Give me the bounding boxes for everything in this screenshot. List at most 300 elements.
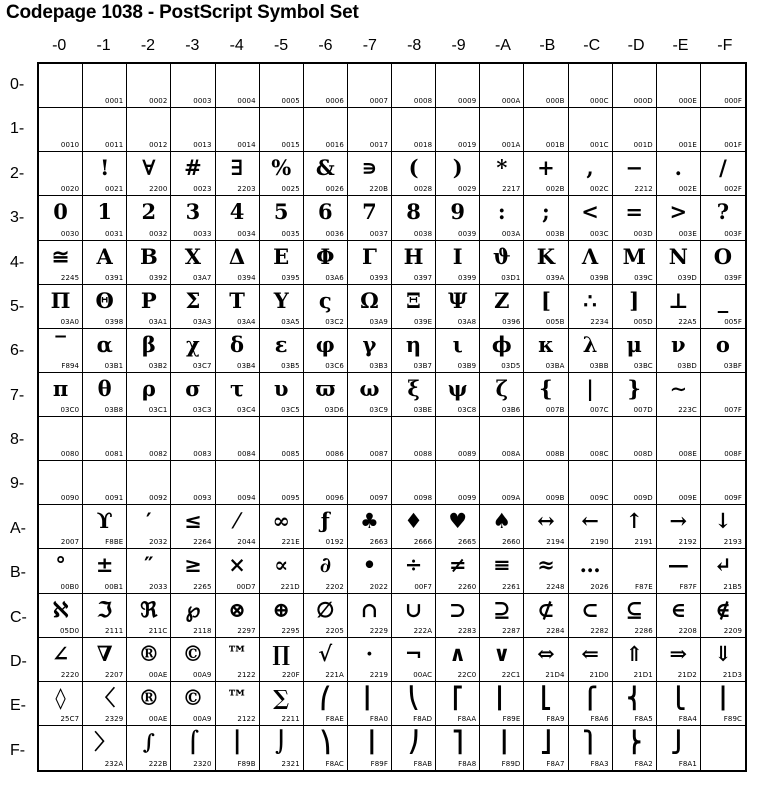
unicode-code: 221D — [280, 582, 300, 591]
glyph: Ε — [273, 243, 290, 269]
unicode-code: 03C0 — [60, 406, 80, 414]
column-header: -5 — [273, 37, 289, 54]
glyph: Θ — [95, 287, 114, 313]
unicode-code: 21B5 — [723, 582, 742, 591]
glyph-cell — [392, 329, 436, 373]
glyph-cell — [171, 285, 215, 329]
glyph: ε — [274, 331, 288, 357]
glyph-cell — [39, 241, 83, 285]
unicode-code: 03B4 — [237, 361, 256, 370]
glyph: ⎣ — [540, 684, 552, 710]
glyph: ⎠ — [408, 728, 419, 754]
unicode-code: 2229 — [369, 626, 388, 635]
unicode-code: F89F — [370, 760, 388, 768]
glyph-cell — [657, 196, 701, 240]
glyph-cell — [657, 285, 701, 329]
glyph-cell — [171, 505, 215, 549]
glyph-cell — [480, 64, 524, 108]
unicode-code: 222B — [148, 760, 168, 768]
unicode-code: F8AA — [457, 714, 477, 723]
glyph: ∞ — [272, 508, 290, 534]
glyph: ⎢ — [496, 684, 508, 710]
glyph: ∇ — [96, 640, 113, 666]
glyph-cell — [171, 638, 215, 682]
unicode-code: 03D5 — [501, 361, 521, 370]
glyph: ⎫ — [582, 728, 598, 754]
glyph-cell — [348, 594, 392, 638]
glyph: ≠ — [448, 552, 467, 578]
glyph: ← — [581, 508, 599, 534]
unicode-code: 2032 — [149, 538, 168, 547]
glyph: η — [405, 331, 422, 357]
glyph: 1 — [97, 199, 112, 225]
unicode-code: 03B8 — [104, 406, 124, 414]
glyph: θ — [97, 375, 112, 401]
unicode-code: F8A5 — [634, 714, 653, 723]
glyph: ∫ — [142, 728, 155, 754]
glyph: Μ — [622, 243, 646, 269]
unicode-code: 220B — [369, 185, 388, 194]
unicode-code: F8A0 — [369, 714, 388, 723]
unicode-code: 2044 — [237, 538, 256, 547]
glyph: ↵ — [714, 552, 732, 578]
unicode-code: 003C — [589, 229, 609, 238]
glyph-cell — [216, 64, 260, 108]
glyph-cell — [260, 64, 304, 108]
glyph-cell — [216, 549, 260, 593]
glyph: ≈ — [537, 552, 555, 578]
unicode-code: 21D3 — [722, 670, 742, 679]
glyph: ς — [318, 287, 332, 313]
glyph: ∴ — [583, 287, 597, 313]
glyph-cell — [260, 682, 304, 726]
glyph-cell — [83, 152, 127, 196]
unicode-code: 0037 — [369, 229, 388, 238]
unicode-code: 2209 — [723, 626, 742, 635]
glyph: ⇑ — [625, 640, 643, 666]
glyph: π — [52, 375, 69, 401]
unicode-code: 008D — [633, 450, 653, 459]
unicode-code: 003A — [501, 229, 521, 238]
unicode-code: 21D4 — [545, 670, 565, 679]
glyph-cell — [39, 196, 83, 240]
row-header: 1- — [10, 120, 25, 138]
glyph-cell — [392, 638, 436, 682]
unicode-code: 03B9 — [457, 361, 477, 370]
unicode-code: 000E — [678, 97, 697, 106]
glyph: ∠ — [51, 640, 70, 666]
unicode-code: 009F — [724, 494, 742, 503]
unicode-code: 0095 — [281, 494, 300, 503]
glyph-cell — [304, 638, 348, 682]
glyph-cell — [304, 505, 348, 549]
glyph: Ζ — [494, 287, 510, 313]
glyph-cell — [524, 241, 568, 285]
glyph-cell — [304, 152, 348, 196]
glyph-cell — [613, 594, 657, 638]
glyph: Ω — [360, 287, 379, 313]
glyph-cell — [127, 638, 171, 682]
glyph-cell — [569, 373, 613, 417]
unicode-code: 2329 — [105, 714, 124, 723]
unicode-code: 039C — [634, 273, 653, 282]
unicode-code: F894 — [61, 361, 80, 370]
unicode-code: 03C4 — [236, 406, 256, 414]
unicode-code: F87F — [679, 582, 697, 591]
glyph-cell — [127, 461, 171, 505]
unicode-code: 0089 — [458, 450, 477, 459]
unicode-code: 0082 — [149, 450, 168, 459]
glyph: ⎤ — [452, 728, 463, 754]
unicode-code: 2203 — [237, 185, 256, 194]
glyph-cell — [216, 329, 260, 373]
glyph: % — [271, 155, 292, 181]
glyph-cell — [392, 241, 436, 285]
column-header: -E — [672, 37, 689, 54]
glyph: σ — [185, 375, 201, 401]
glyph: 〈 — [94, 684, 116, 710]
glyph-cell — [216, 461, 260, 505]
glyph-cell — [392, 108, 436, 152]
unicode-code: 05D0 — [59, 626, 80, 635]
glyph: φ — [315, 331, 335, 357]
glyph-cell — [216, 505, 260, 549]
glyph: ⊥ — [668, 287, 689, 313]
glyph: ® — [138, 640, 160, 666]
glyph-cell — [613, 682, 657, 726]
glyph: ϖ — [315, 375, 336, 401]
glyph-cell — [39, 329, 83, 373]
glyph-cell — [260, 152, 304, 196]
glyph: ≥ — [184, 552, 202, 578]
glyph: • — [362, 552, 377, 578]
glyph: ⇔ — [537, 640, 555, 666]
unicode-code: F8AD — [413, 714, 433, 723]
glyph-cell — [171, 241, 215, 285]
glyph-cell — [613, 329, 657, 373]
unicode-code: 2260 — [458, 582, 477, 591]
unicode-code: 009B — [545, 494, 565, 503]
column-header: -F — [717, 37, 733, 54]
glyph: [ — [540, 287, 551, 313]
glyph: χ — [186, 331, 200, 357]
glyph-cell — [260, 594, 304, 638]
glyph-cell — [83, 241, 127, 285]
glyph: ⊃ — [448, 596, 467, 622]
glyph-cell — [83, 196, 127, 240]
glyph: ρ — [141, 375, 156, 401]
unicode-code: 2286 — [634, 626, 653, 635]
glyph: Τ — [229, 287, 245, 313]
glyph-cell — [260, 726, 304, 770]
unicode-code: F89B — [237, 760, 256, 768]
glyph-cell — [524, 594, 568, 638]
unicode-code: 03C7 — [192, 361, 212, 370]
glyph-cell — [260, 461, 304, 505]
glyph: ⊇ — [493, 596, 511, 622]
unicode-code: 0099 — [458, 494, 477, 503]
glyph-cell — [524, 64, 568, 108]
unicode-code: 03A3 — [192, 317, 212, 326]
unicode-code: 0399 — [458, 273, 477, 282]
unicode-code: 22A5 — [678, 317, 697, 326]
glyph-cell — [260, 638, 304, 682]
glyph: ∼ — [669, 375, 688, 401]
unicode-code: 03C1 — [148, 406, 168, 414]
glyph-cell — [260, 373, 304, 417]
unicode-code: 005D — [633, 317, 653, 326]
unicode-code: F89E — [502, 714, 521, 723]
unicode-code: 03BD — [677, 361, 697, 370]
glyph: Α — [96, 243, 113, 269]
glyph: ⁄ — [235, 508, 239, 534]
glyph-cell — [348, 329, 392, 373]
unicode-code: 008F — [724, 450, 742, 459]
glyph-cell — [392, 152, 436, 196]
glyph: Ξ — [406, 287, 421, 313]
unicode-code: 0098 — [413, 494, 433, 503]
unicode-code: 0083 — [193, 450, 212, 459]
glyph-cell — [348, 417, 392, 461]
glyph: < — [581, 199, 599, 225]
glyph-cell — [569, 417, 613, 461]
glyph-cell — [480, 461, 524, 505]
unicode-code: 0081 — [105, 450, 124, 459]
glyph-cell — [657, 726, 701, 770]
glyph-cell — [524, 726, 568, 770]
unicode-code: 0033 — [193, 229, 212, 238]
glyph: ≤ — [184, 508, 202, 534]
unicode-code: 039F — [724, 273, 742, 282]
unicode-code: 2663 — [369, 538, 388, 547]
unicode-code: 03BA — [545, 361, 565, 370]
unicode-code: 0016 — [325, 141, 344, 150]
unicode-code: 039E — [413, 317, 433, 326]
glyph-cell — [392, 64, 436, 108]
unicode-code: 2122 — [237, 714, 256, 723]
unicode-code: 001F — [724, 141, 742, 150]
glyph: 9 — [450, 199, 465, 225]
glyph-cell — [171, 417, 215, 461]
unicode-code: 0036 — [325, 229, 344, 238]
unicode-code: 00AE — [148, 714, 168, 723]
glyph-cell — [348, 196, 392, 240]
glyph: + — [537, 155, 555, 181]
glyph-cell — [83, 726, 127, 770]
unicode-code: 0094 — [237, 494, 256, 503]
unicode-code: 03B3 — [369, 361, 388, 370]
glyph-cell — [304, 329, 348, 373]
unicode-code: F8AC — [325, 760, 344, 768]
glyph-cell — [216, 373, 260, 417]
glyph-cell — [657, 64, 701, 108]
glyph-cell — [657, 505, 701, 549]
unicode-code: 0010 — [60, 141, 80, 150]
glyph: ⊂ — [581, 596, 599, 622]
glyph-cell — [304, 417, 348, 461]
glyph: ′ — [146, 508, 152, 534]
glyph: ″ — [144, 552, 154, 578]
glyph: ⎥ — [496, 728, 508, 754]
glyph: ⌡ — [275, 728, 288, 754]
glyph-cell — [480, 594, 524, 638]
unicode-code: 2220 — [60, 670, 80, 679]
glyph-cell — [348, 638, 392, 682]
glyph: κ — [538, 331, 554, 357]
glyph: ; — [542, 199, 550, 225]
glyph-cell — [569, 726, 613, 770]
glyph: ∪ — [404, 596, 423, 622]
glyph-cell — [392, 417, 436, 461]
glyph: ⎮ — [230, 728, 244, 754]
unicode-code: 039A — [545, 273, 565, 282]
glyph-cell — [524, 108, 568, 152]
glyph: ⎜ — [364, 684, 375, 710]
glyph-cell — [83, 638, 127, 682]
glyph: ♦ — [404, 508, 423, 534]
glyph: ℘ — [185, 596, 201, 622]
glyph: # — [184, 155, 202, 181]
glyph: × — [228, 552, 246, 578]
glyph-cell — [127, 329, 171, 373]
unicode-code: 0097 — [369, 494, 388, 503]
glyph: , — [586, 155, 594, 181]
row-header: B- — [10, 564, 26, 582]
glyph-cell — [127, 549, 171, 593]
unicode-code: 2208 — [678, 626, 697, 635]
unicode-code: 2207 — [105, 670, 124, 679]
glyph: √ — [318, 640, 333, 666]
unicode-code: 221E — [281, 538, 300, 547]
glyph: ⎞ — [320, 728, 331, 754]
glyph: 0 — [53, 199, 68, 225]
glyph-cell — [216, 726, 260, 770]
glyph-cell — [524, 196, 568, 240]
glyph: μ — [626, 331, 642, 357]
glyph-cell — [657, 108, 701, 152]
unicode-code: 008A — [501, 450, 521, 459]
glyph-cell — [436, 505, 480, 549]
unicode-code: 21D1 — [633, 670, 653, 679]
glyph: _ — [717, 287, 729, 313]
glyph-cell — [83, 505, 127, 549]
glyph-cell — [436, 196, 480, 240]
glyph: * — [496, 155, 508, 181]
glyph: β — [141, 331, 156, 357]
glyph-cell — [480, 285, 524, 329]
glyph: ∅ — [316, 596, 335, 622]
unicode-code: 03A5 — [281, 317, 300, 326]
glyph-cell — [569, 461, 613, 505]
unicode-code: 0391 — [105, 273, 124, 282]
unicode-code: 002C — [589, 185, 609, 194]
glyph-cell — [436, 549, 480, 593]
glyph: Κ — [536, 243, 556, 269]
unicode-code: 232A — [104, 760, 124, 768]
unicode-code: 2026 — [590, 582, 609, 591]
unicode-code: 0025 — [281, 185, 300, 194]
glyph-cell — [436, 152, 480, 196]
glyph-cell — [83, 682, 127, 726]
glyph-cell — [701, 329, 745, 373]
glyph-cell — [392, 196, 436, 240]
glyph-cell — [348, 152, 392, 196]
unicode-code: 0088 — [413, 450, 433, 459]
glyph-cell — [39, 638, 83, 682]
glyph-cell — [392, 461, 436, 505]
glyph: ℑ — [97, 596, 113, 622]
glyph-cell — [613, 638, 657, 682]
unicode-code: 0005 — [281, 97, 300, 106]
unicode-code: 2245 — [60, 273, 80, 282]
glyph: 3 — [185, 199, 201, 225]
glyph: ⇓ — [714, 640, 732, 666]
unicode-code: 220F — [281, 670, 300, 679]
glyph-cell — [216, 196, 260, 240]
unicode-code: 0084 — [237, 450, 256, 459]
column-header: -8 — [407, 37, 422, 54]
glyph-cell — [171, 329, 215, 373]
column-header: -D — [627, 37, 645, 54]
unicode-code: 03BC — [633, 361, 653, 370]
glyph-cell — [171, 594, 215, 638]
glyph-cell — [392, 682, 436, 726]
unicode-code: 0091 — [105, 494, 124, 503]
row-header: 0- — [10, 76, 25, 93]
unicode-code: 2194 — [546, 538, 565, 547]
glyph-cell — [348, 549, 392, 593]
unicode-code: 0028 — [413, 185, 433, 194]
glyph: ⎩ — [670, 684, 687, 710]
unicode-code: 03A1 — [148, 317, 168, 326]
unicode-code: 2212 — [634, 185, 653, 194]
unicode-code: 03A0 — [60, 317, 80, 326]
unicode-code: 03D1 — [501, 273, 521, 282]
unicode-code: 2297 — [237, 626, 256, 635]
glyph-cell — [216, 285, 260, 329]
unicode-code: 22C0 — [457, 670, 477, 679]
glyph-cell — [524, 417, 568, 461]
glyph: ↔ — [537, 508, 555, 534]
glyph-cell — [83, 285, 127, 329]
unicode-code: 007D — [633, 406, 653, 414]
glyph: Η — [403, 243, 424, 269]
unicode-code: 03A8 — [457, 317, 477, 326]
unicode-code: F8A8 — [458, 760, 477, 768]
glyph: Δ — [228, 243, 246, 269]
glyph-cell — [436, 461, 480, 505]
glyph: Β — [139, 243, 158, 269]
glyph: . — [674, 155, 682, 181]
glyph: ÷ — [404, 552, 423, 578]
glyph-cell — [260, 108, 304, 152]
unicode-code: 000F — [724, 97, 742, 106]
glyph-cell — [171, 64, 215, 108]
glyph-cell — [436, 726, 480, 770]
glyph: − — [625, 155, 643, 181]
unicode-code: 000B — [545, 97, 565, 106]
glyph: : — [497, 199, 506, 225]
glyph-cell — [613, 505, 657, 549]
glyph: ∉ — [715, 596, 731, 622]
glyph: ν — [671, 331, 686, 357]
unicode-code: 0003 — [193, 97, 212, 106]
glyph-cell — [127, 152, 171, 196]
unicode-code: 003B — [545, 229, 565, 238]
glyph: ± — [95, 552, 114, 578]
unicode-code: 2111 — [105, 626, 124, 635]
glyph-cell — [613, 461, 657, 505]
